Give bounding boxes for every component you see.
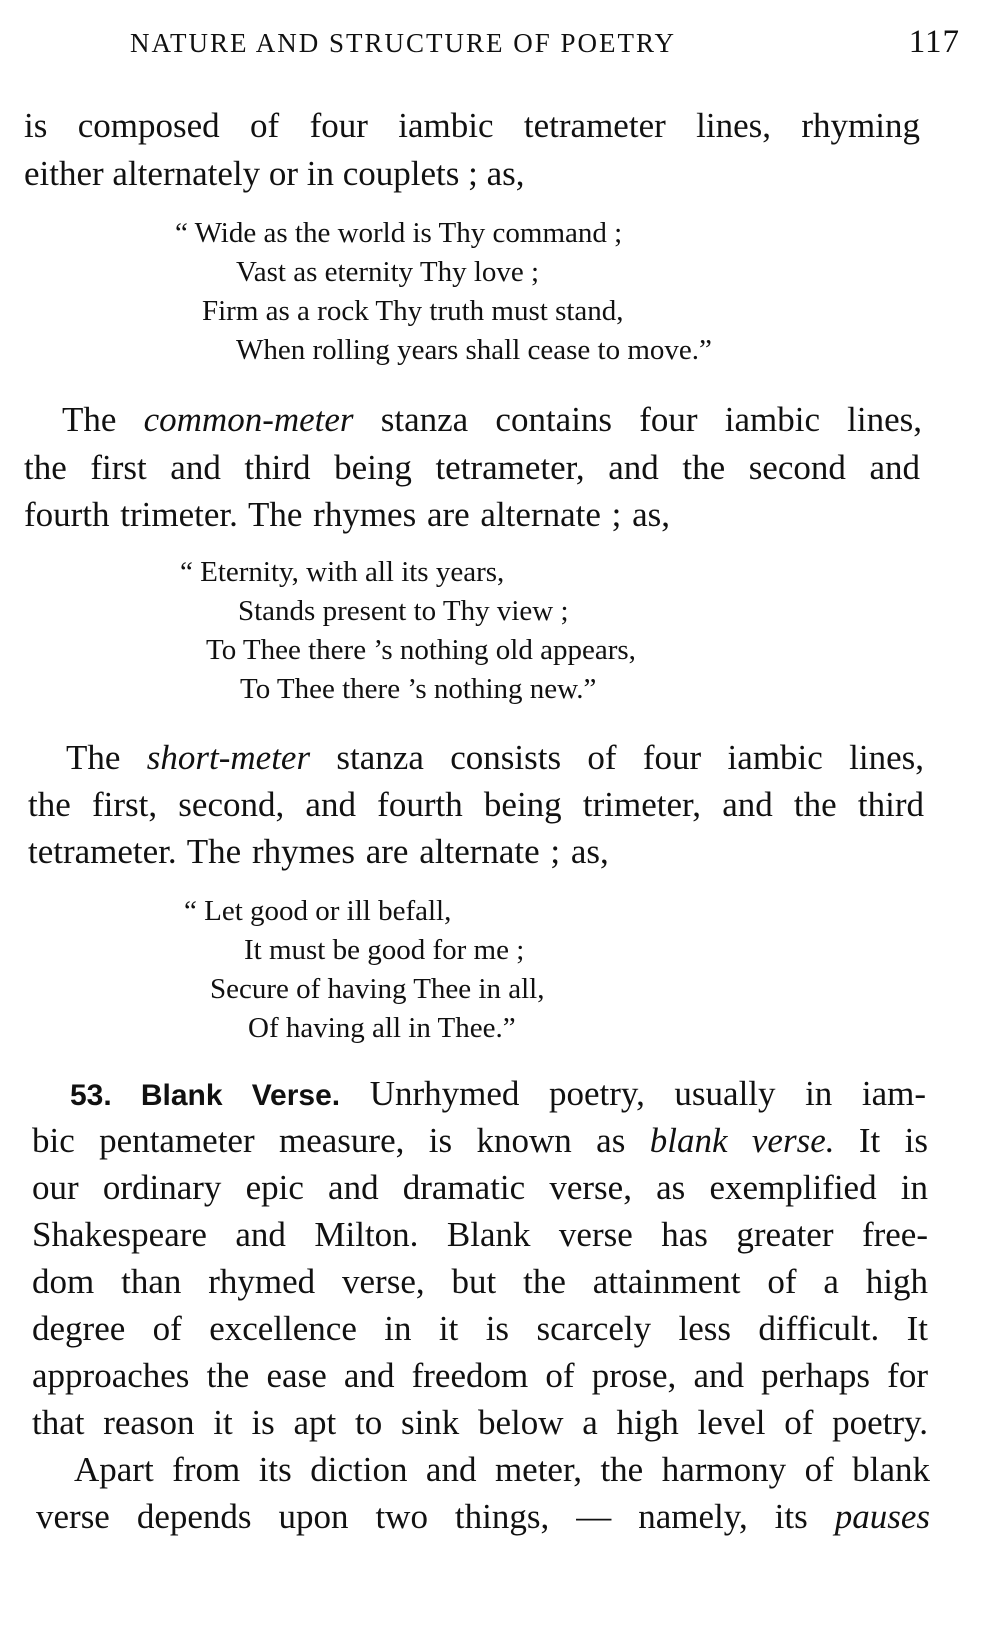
harmony-line-1: Apart from its diction and meter, the harmony of blank <box>74 1450 930 1489</box>
common-meter-lead: The <box>62 400 117 439</box>
blank-verse-line-2 <box>32 1119 928 1163</box>
common-meter-line-2: the first and third being tetrameter, and the second and <box>24 448 920 487</box>
blank-verse-term: blank verse. <box>649 1121 835 1160</box>
blank-verse-line-7: approaches the ease and freedom of prose, and perhaps for <box>32 1356 928 1395</box>
verse1-line-2: Vast as eternity Thy love ; <box>236 256 540 288</box>
blank-verse-line-5: dom than rhymed verse, but the attainment of a high <box>32 1262 928 1301</box>
section-heading: 53. Blank Verse. <box>70 1079 341 1112</box>
short-meter-line-3: tetrameter. The rhymes are alternate ; as, <box>28 832 609 871</box>
blank-verse-line-2-pre: bic pentameter measure, is known as <box>32 1121 626 1160</box>
verse2-line-1: “ Eternity, with all its years, <box>180 556 505 588</box>
verse3-line-3: Secure of having Thee in all, <box>210 973 545 1005</box>
blank-verse-line-4: Shakespeare and Milton. Blank verse has greater free- <box>32 1215 928 1254</box>
verse1-line-3: Firm as a rock Thy truth must stand, <box>202 295 624 327</box>
intro-line-2: either alternately or in couplets ; as, <box>24 154 525 193</box>
verse1-line-1: “ Wide as the world is Thy command ; <box>175 217 623 249</box>
harmony-line-2-pre: verse depends upon two things, — namely, its <box>36 1497 808 1536</box>
short-meter-line-1 <box>66 736 924 780</box>
short-meter-lead: The <box>66 738 121 777</box>
page-header <box>130 24 960 64</box>
verse3-line-1: “ Let good or ill befall, <box>184 895 452 927</box>
short-meter-rest: stanza consists of four iambic lines, <box>336 738 924 777</box>
running-head: NATURE AND STRUCTURE OF POETRY <box>130 28 677 58</box>
verse3-line-4: Of having all in Thee.” <box>248 1012 516 1044</box>
short-meter-term: short-meter <box>146 738 311 777</box>
intro-line-1: is composed of four iambic tetrameter lines, rhyming <box>24 106 920 145</box>
verse2-line-2: Stands present to Thy view ; <box>238 595 569 627</box>
common-meter-line-3: fourth trimeter. The rhymes are alternate ; as, <box>24 495 671 534</box>
blank-verse-line-2-post: It is <box>858 1121 929 1160</box>
blank-verse-line-1 <box>70 1072 926 1118</box>
blank-verse-line-8: that reason it is apt to sink below a high level of poetry. <box>32 1403 928 1442</box>
page-number: 117 <box>908 24 960 60</box>
blank-verse-rest: Unrhymed poetry, usually in iam- <box>369 1074 927 1113</box>
blank-verse-line-3: our ordinary epic and dramatic verse, as exemplified in <box>32 1168 928 1207</box>
verse3-line-2: It must be good for me ; <box>244 934 525 966</box>
verse1-line-4: When rolling years shall cease to move.” <box>236 334 712 366</box>
common-meter-rest: stanza contains four iambic lines, <box>380 400 923 439</box>
verse2-line-4: To Thee there ’s nothing new.” <box>240 673 597 705</box>
verse2-line-3: To Thee there ’s nothing old appears, <box>206 634 636 666</box>
common-meter-term: common-meter <box>143 400 354 439</box>
common-meter-line-1 <box>62 398 922 442</box>
harmony-term: pauses <box>834 1497 931 1536</box>
blank-verse-line-6: degree of excellence in it is scarcely less difficult. It <box>32 1309 928 1348</box>
short-meter-line-2: the first, second, and fourth being trimeter, and the third <box>28 785 924 824</box>
harmony-line-2 <box>36 1495 930 1539</box>
